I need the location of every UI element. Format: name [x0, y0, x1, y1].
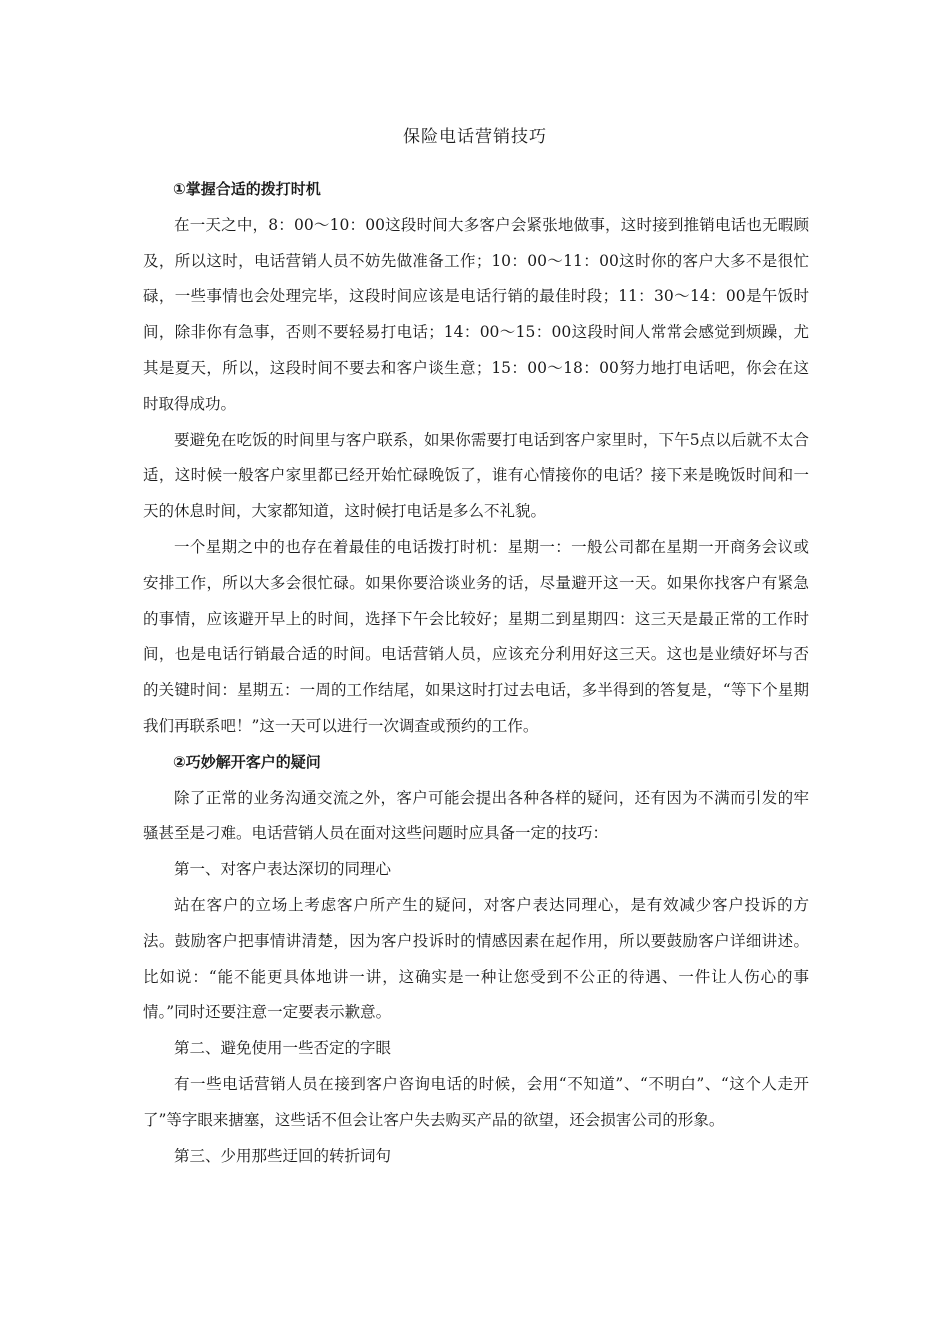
paragraph-empathy: 站在客户的立场上考虑客户所产生的疑问，对客户表达同理心，是有效减少客户投诉的方法。鼓励客户把事情讲清楚，因为客户投诉时的情感因素在起作用，所以要鼓励客户详细讲述。比如说：“能不能更具体地讲一讲，这确实是一种让您受到不公正的待遇、一件让人伤心的事情。”同时还要注意一定要表示歉意。	[143, 895, 809, 1022]
paragraph-negative-words: 有一些电话营销人员在接到客户咨询电话的时候，会用“不知道”、“不明白”、“这个人走开了”等字眼来搪塞，这些话不但会让客户失去购买产品的欲望，还会损害公司的形象。	[143, 1074, 809, 1129]
subheading-negative-words: 第二、避免使用一些否定的字眼	[174, 1039, 392, 1058]
paragraph-daily-timing: 在一天之中，8：00～10：00这段时间大多客户会紧张地做事，这时接到推销电话也无暇顾及，所以这时，电话营销人员不妨先做准备工作；10：00～11：00这时你的客户大多不是很忙碌，一些事情也会处理完毕，这段时间应该是电话行销的最佳时段；11：30～14：00是午饭时间，除非你有急事，否则不要轻易打电话；14：00～15：00这段时间人常常会感觉到烦躁，尤其是夏天，所以，这段时间不要去和客户谈生意；15：00～18：00努力地打电话吧，你会在这时取得成功。	[143, 215, 809, 413]
section-heading-questions: ②巧妙解开客户的疑问	[173, 752, 321, 771]
paragraph-weekly-timing: 一个星期之中的也存在着最佳的电话拨打时机：星期一：一般公司都在星期一开商务会议或安排工作，所以大多会很忙碌。如果你要洽谈业务的话，尽量避开这一天。如果你找客户有紧急的事情，应该避开早上的时间，选择下午会比较好；星期二到星期四：这三天是最正常的工作时间，也是电话行销最合适的时间。电话营销人员，应该充分利用好这三天。这也是业绩好坏与否的关键时间：星期五：一周的工作结尾，如果这时打过去电话，多半得到的答复是，“等下个星期我们再联系吧！”这一天可以进行一次调查或预约的工作。	[143, 537, 809, 735]
document-title: 保险电话营销技巧	[403, 127, 547, 147]
paragraph-mealtime: 要避免在吃饭的时间里与客户联系，如果你需要打电话到客户家里时，下午5点以后就不太合适，这时候一般客户家里都已经开始忙碌晚饭了，谁有心情接你的电话？接下来是晚饭时间和一天的休息时间，大家都知道，这时候打电话是多么不礼貌。	[143, 430, 809, 521]
subheading-transitions: 第三、少用那些迂回的转折词句	[174, 1146, 392, 1165]
document-body	[143, 172, 809, 1174]
section-heading-timing: ①掌握合适的拨打时机	[173, 180, 321, 198]
paragraph-questions-intro: 除了正常的业务沟通交流之外，客户可能会提出各种各样的疑问，还有因为不满而引发的牢骚甚至是刁难。电话营销人员在面对这些问题时应具备一定的技巧：	[143, 788, 809, 843]
subheading-empathy: 第一、对客户表达深切的同理心	[174, 860, 392, 879]
